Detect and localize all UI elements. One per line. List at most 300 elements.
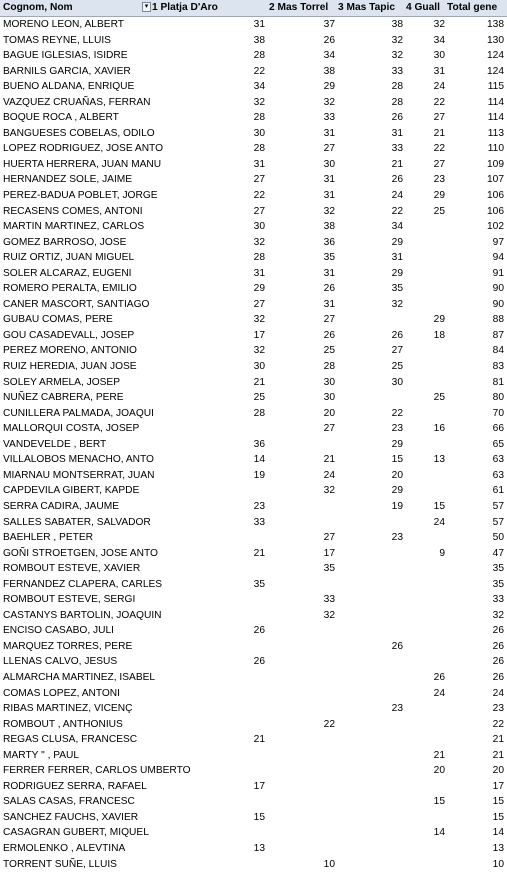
name-cell[interactable]: SALLES SABATER, SALVADOR — [3, 516, 151, 528]
total-cell[interactable]: 26 — [492, 656, 504, 668]
col-1-cell[interactable]: 28 — [253, 252, 265, 264]
col-4-cell[interactable] — [404, 779, 446, 795]
col-2-cell[interactable]: 31 — [323, 267, 335, 279]
col-2-cell[interactable] — [266, 748, 336, 764]
col-2-cell[interactable]: 26 — [323, 329, 335, 341]
col-4-cell[interactable]: 15 — [433, 500, 445, 512]
col-1-cell[interactable]: 35 — [253, 578, 265, 590]
name-cell[interactable]: HERNANDEZ SOLE, JAIME — [3, 174, 133, 186]
col-3-cell[interactable]: 23 — [391, 703, 403, 715]
table-row[interactable] — [0, 204, 507, 220]
table-row[interactable] — [0, 825, 507, 841]
col-1-cell[interactable]: 30 — [253, 221, 265, 233]
col-2-cell[interactable]: 27 — [323, 143, 335, 155]
table-row[interactable] — [0, 48, 507, 64]
col-3-cell[interactable]: 34 — [391, 221, 403, 233]
col-2-cell[interactable]: 26 — [323, 283, 335, 295]
col-4-cell[interactable] — [404, 530, 446, 546]
col-3-cell[interactable] — [336, 810, 404, 826]
col-1-cell[interactable]: 22 — [253, 190, 265, 202]
name-cell[interactable]: BAGUE IGLESIAS, ISIDRE — [3, 50, 128, 62]
name-cell[interactable]: CASTANYS BARTOLIN, JOAQUIN — [3, 609, 162, 621]
col-3-cell[interactable]: 24 — [391, 190, 403, 202]
col-2-cell[interactable] — [266, 654, 336, 670]
col-3-cell[interactable]: 23 — [391, 532, 403, 544]
col-2-cell[interactable]: 29 — [323, 81, 335, 93]
table-row[interactable] — [0, 79, 507, 95]
col-4-cell[interactable]: 29 — [433, 190, 445, 202]
col-2-cell[interactable]: 27 — [323, 314, 335, 326]
col-1-cell[interactable]: 29 — [253, 283, 265, 295]
name-cell[interactable]: CANER MASCORT, SANTIAGO — [3, 298, 150, 310]
col-4-cell[interactable]: 13 — [433, 454, 445, 466]
table-row[interactable] — [0, 794, 507, 810]
col-1-cell[interactable] — [152, 530, 266, 546]
table-row[interactable] — [0, 390, 507, 406]
col-4-cell[interactable] — [404, 577, 446, 593]
total-cell[interactable]: 35 — [492, 563, 504, 575]
col-1-cell[interactable]: 33 — [253, 516, 265, 528]
col-4-cell[interactable]: 30 — [433, 50, 445, 62]
col-3-cell[interactable] — [336, 654, 404, 670]
col-1-cell[interactable]: 28 — [253, 407, 265, 419]
col-1-cell[interactable]: 32 — [253, 314, 265, 326]
col-2-cell[interactable]: 24 — [323, 469, 335, 481]
col-1-cell[interactable]: 28 — [253, 112, 265, 124]
total-cell[interactable]: 107 — [487, 174, 504, 186]
col-2-cell[interactable]: 32 — [323, 609, 335, 621]
name-cell[interactable]: BAEHLER , PETER — [3, 532, 94, 544]
col-2-cell[interactable]: 30 — [323, 376, 335, 388]
col-1-cell[interactable] — [152, 763, 266, 779]
name-cell[interactable]: ERMOLENKO , ALEVTINA — [3, 842, 126, 854]
col-2-cell[interactable] — [266, 794, 336, 810]
table-row[interactable] — [0, 359, 507, 375]
col-3-cell[interactable]: 26 — [391, 174, 403, 186]
header-col-3[interactable]: 3 Mas Tapic — [338, 2, 395, 13]
col-3-cell[interactable]: 20 — [391, 469, 403, 481]
col-2-cell[interactable]: 31 — [323, 298, 335, 310]
total-cell[interactable]: 23 — [492, 703, 504, 715]
col-2-cell[interactable]: 35 — [323, 563, 335, 575]
col-4-cell[interactable]: 24 — [433, 687, 445, 699]
name-cell[interactable]: VAZQUEZ CRUAÑAS, FERRAN — [3, 96, 151, 108]
col-4-cell[interactable] — [404, 235, 446, 251]
name-cell[interactable]: FERNANDEZ CLAPERA, CARLES — [3, 578, 163, 590]
col-4-cell[interactable]: 25 — [433, 205, 445, 217]
col-4-cell[interactable]: 18 — [433, 329, 445, 341]
total-cell[interactable]: 90 — [492, 298, 504, 310]
total-cell[interactable]: 113 — [487, 127, 504, 139]
table-row[interactable] — [0, 64, 507, 80]
col-1-cell[interactable]: 21 — [253, 376, 265, 388]
name-cell[interactable]: PEREZ-BADUA POBLET, JORGE — [3, 190, 158, 202]
header-name[interactable]: Cognom, Nom — [3, 2, 73, 13]
col-4-cell[interactable] — [404, 592, 446, 608]
total-cell[interactable]: 115 — [487, 81, 504, 93]
name-cell[interactable]: CASAGRAN GUBERT, MIQUEL — [3, 827, 149, 839]
col-2-cell[interactable]: 21 — [323, 454, 335, 466]
col-4-cell[interactable] — [404, 281, 446, 297]
col-2-cell[interactable]: 20 — [323, 407, 335, 419]
total-cell[interactable]: 26 — [492, 671, 504, 683]
table-row[interactable] — [0, 328, 507, 344]
name-cell[interactable]: VANDEVELDE , BERT — [3, 438, 107, 450]
col-4-cell[interactable]: 27 — [433, 158, 445, 170]
col-3-cell[interactable] — [336, 577, 404, 593]
col-3-cell[interactable] — [336, 841, 404, 857]
col-3-cell[interactable]: 26 — [391, 329, 403, 341]
col-3-cell[interactable]: 23 — [391, 423, 403, 435]
total-cell[interactable]: 35 — [492, 578, 504, 590]
name-cell[interactable]: GOU CASADEVALL, JOSEP — [3, 329, 135, 341]
col-3-cell[interactable] — [336, 312, 404, 328]
col-2-cell[interactable]: 30 — [323, 158, 335, 170]
col-1-cell[interactable]: 17 — [253, 780, 265, 792]
col-1-cell[interactable]: 14 — [253, 454, 265, 466]
col-2-cell[interactable]: 30 — [323, 392, 335, 404]
name-cell[interactable]: CUNILLERA PALMADA, JOAQUI — [3, 407, 154, 419]
col-4-cell[interactable]: 34 — [433, 34, 445, 46]
col-3-cell[interactable]: 38 — [391, 19, 403, 30]
header-total[interactable]: Total gene — [447, 2, 498, 13]
col-1-cell[interactable] — [152, 794, 266, 810]
col-2-cell[interactable]: 25 — [323, 345, 335, 357]
table-row[interactable] — [0, 810, 507, 826]
col-2-cell[interactable] — [266, 779, 336, 795]
header-col-4[interactable]: 4 Guall — [406, 2, 440, 13]
table-row[interactable] — [0, 763, 507, 779]
table-row[interactable] — [0, 717, 507, 733]
total-cell[interactable]: 88 — [492, 314, 504, 326]
table-row[interactable] — [0, 530, 507, 546]
col-1-cell[interactable]: 30 — [253, 127, 265, 139]
col-4-cell[interactable] — [404, 561, 446, 577]
col-1-cell[interactable]: 21 — [253, 734, 265, 746]
col-4-cell[interactable]: 24 — [433, 81, 445, 93]
col-1-cell[interactable]: 31 — [253, 19, 265, 30]
table-row[interactable] — [0, 779, 507, 795]
col-3-cell[interactable] — [336, 686, 404, 702]
col-1-cell[interactable]: 23 — [253, 500, 265, 512]
table-row[interactable] — [0, 406, 507, 422]
name-cell[interactable]: TOMAS REYNE, LLUIS — [3, 34, 111, 46]
total-cell[interactable]: 110 — [487, 143, 504, 155]
col-2-cell[interactable]: 38 — [323, 65, 335, 77]
col-2-cell[interactable] — [266, 701, 336, 717]
total-cell[interactable]: 33 — [492, 594, 504, 606]
name-cell[interactable]: CAPDEVILA GIBERT, KAPDE — [3, 485, 140, 497]
col-2-cell[interactable]: 28 — [323, 361, 335, 373]
col-2-cell[interactable] — [266, 577, 336, 593]
col-3-cell[interactable] — [336, 732, 404, 748]
name-cell[interactable]: NUÑEZ CABRERA, PERE — [3, 392, 124, 404]
col-4-cell[interactable]: 20 — [433, 765, 445, 777]
name-cell[interactable]: MARTY " , PAUL — [3, 749, 80, 761]
col-4-cell[interactable]: 14 — [433, 827, 445, 839]
col-3-cell[interactable]: 19 — [391, 500, 403, 512]
col-1-cell[interactable]: 17 — [253, 329, 265, 341]
total-cell[interactable]: 61 — [492, 485, 504, 497]
col-2-cell[interactable]: 26 — [323, 34, 335, 46]
col-4-cell[interactable]: 25 — [433, 392, 445, 404]
total-cell[interactable]: 114 — [487, 112, 504, 124]
table-row[interactable] — [0, 732, 507, 748]
name-cell[interactable]: MALLORQUI COSTA, JOSEP — [3, 423, 140, 435]
col-3-cell[interactable]: 21 — [391, 158, 403, 170]
col-3-cell[interactable] — [336, 748, 404, 764]
col-3-cell[interactable] — [336, 608, 404, 624]
total-cell[interactable]: 20 — [492, 765, 504, 777]
name-cell[interactable]: SOLEY ARMELA, JOSEP — [3, 376, 121, 388]
col-2-cell[interactable]: 32 — [323, 485, 335, 497]
col-4-cell[interactable]: 32 — [433, 19, 445, 30]
col-1-cell[interactable]: 31 — [253, 267, 265, 279]
col-2-cell[interactable]: 35 — [323, 252, 335, 264]
table-row[interactable] — [0, 577, 507, 593]
table-row[interactable] — [0, 515, 507, 531]
col-4-cell[interactable]: 22 — [433, 143, 445, 155]
col-1-cell[interactable] — [152, 561, 266, 577]
table-row[interactable] — [0, 172, 507, 188]
col-2-cell[interactable] — [266, 670, 336, 686]
col-2-cell[interactable]: 22 — [323, 718, 335, 730]
total-cell[interactable]: 80 — [492, 392, 504, 404]
col-2-cell[interactable]: 37 — [323, 19, 335, 30]
col-4-cell[interactable] — [404, 654, 446, 670]
col-3-cell[interactable]: 27 — [391, 345, 403, 357]
col-1-cell[interactable]: 32 — [253, 96, 265, 108]
table-row[interactable] — [0, 297, 507, 313]
table-row[interactable] — [0, 157, 507, 173]
col-4-cell[interactable]: 15 — [433, 796, 445, 808]
col-1-cell[interactable]: 15 — [253, 811, 265, 823]
col-2-cell[interactable] — [266, 763, 336, 779]
table-row[interactable] — [0, 748, 507, 764]
name-cell[interactable]: BUENO ALDANA, ENRIQUE — [3, 81, 135, 93]
total-cell[interactable]: 15 — [492, 796, 504, 808]
name-cell[interactable]: COMAS LOPEZ, ANTONI — [3, 687, 120, 699]
table-row[interactable] — [0, 546, 507, 562]
col-4-cell[interactable]: 9 — [439, 547, 445, 559]
table-row[interactable] — [0, 188, 507, 204]
col-1-cell[interactable]: 25 — [253, 392, 265, 404]
col-3-cell[interactable]: 29 — [391, 485, 403, 497]
table-row[interactable] — [0, 235, 507, 251]
col-3-cell[interactable]: 26 — [391, 112, 403, 124]
col-4-cell[interactable]: 23 — [433, 174, 445, 186]
total-cell[interactable]: 24 — [492, 687, 504, 699]
table-row[interactable] — [0, 219, 507, 235]
name-cell[interactable]: VILLALOBOS MENACHO, ANTO — [3, 454, 154, 466]
col-4-cell[interactable] — [404, 375, 446, 391]
table-row[interactable] — [0, 141, 507, 157]
col-1-cell[interactable]: 36 — [253, 438, 265, 450]
name-cell[interactable]: GOMEZ BARROSO, JOSE — [3, 236, 127, 248]
name-cell[interactable]: SALAS CASAS, FRANCESC — [3, 796, 135, 808]
name-cell[interactable]: LOPEZ RODRIGUEZ, JOSE ANTO — [3, 143, 164, 155]
col-1-cell[interactable]: 26 — [253, 656, 265, 668]
table-row[interactable] — [0, 483, 507, 499]
name-cell[interactable]: ROMERO PERALTA, EMILIO — [3, 283, 137, 295]
total-cell[interactable]: 65 — [492, 438, 504, 450]
col-2-cell[interactable] — [266, 825, 336, 841]
total-cell[interactable]: 106 — [487, 205, 504, 217]
total-cell[interactable]: 81 — [492, 376, 504, 388]
col-3-cell[interactable] — [336, 515, 404, 531]
col-3-cell[interactable]: 22 — [391, 205, 403, 217]
col-1-cell[interactable]: 19 — [253, 469, 265, 481]
total-cell[interactable]: 124 — [487, 65, 504, 77]
col-2-cell[interactable]: 32 — [323, 96, 335, 108]
total-cell[interactable]: 47 — [492, 547, 504, 559]
col-1-cell[interactable]: 13 — [253, 842, 265, 854]
total-cell[interactable]: 21 — [492, 734, 504, 746]
name-cell[interactable]: TORRENT SUÑE, LLUIS — [3, 858, 117, 870]
col-3-cell[interactable]: 29 — [391, 267, 403, 279]
col-2-cell[interactable] — [266, 437, 336, 453]
name-cell[interactable]: ROMBOUT ESTEVE, SERGI — [3, 594, 136, 606]
table-row[interactable] — [0, 17, 507, 33]
col-2-cell[interactable]: 27 — [323, 532, 335, 544]
col-3-cell[interactable]: 30 — [391, 376, 403, 388]
table-row[interactable] — [0, 312, 507, 328]
col-2-cell[interactable] — [266, 499, 336, 515]
col-1-cell[interactable]: 21 — [253, 547, 265, 559]
table-row[interactable] — [0, 281, 507, 297]
col-1-cell[interactable]: 26 — [253, 625, 265, 637]
col-4-cell[interactable] — [404, 701, 446, 717]
col-1-cell[interactable] — [152, 825, 266, 841]
name-cell[interactable]: BANGUESES COBELAS, ODILO — [3, 127, 155, 139]
col-4-cell[interactable]: 27 — [433, 112, 445, 124]
name-cell[interactable]: RECASENS COMES, ANTONI — [3, 205, 143, 217]
table-row[interactable] — [0, 95, 507, 111]
col-2-cell[interactable] — [266, 639, 336, 655]
col-3-cell[interactable] — [336, 763, 404, 779]
col-2-cell[interactable] — [266, 732, 336, 748]
col-1-cell[interactable] — [152, 857, 266, 872]
col-2-cell[interactable]: 17 — [323, 547, 335, 559]
col-2-cell[interactable]: 38 — [323, 221, 335, 233]
col-3-cell[interactable] — [336, 794, 404, 810]
name-cell[interactable]: ALMARCHA MARTINEZ, ISABEL — [3, 671, 156, 683]
col-4-cell[interactable] — [404, 359, 446, 375]
col-2-cell[interactable] — [266, 623, 336, 639]
col-2-cell[interactable]: 27 — [323, 423, 335, 435]
col-4-cell[interactable] — [404, 732, 446, 748]
name-cell[interactable]: SERRA CADIRA, JAUME — [3, 500, 120, 512]
total-cell[interactable]: 10 — [492, 858, 504, 870]
table-row[interactable] — [0, 452, 507, 468]
table-row[interactable] — [0, 654, 507, 670]
col-2-cell[interactable]: 31 — [323, 174, 335, 186]
col-2-cell[interactable]: 33 — [323, 112, 335, 124]
total-cell[interactable]: 90 — [492, 283, 504, 295]
col-4-cell[interactable]: 24 — [433, 516, 445, 528]
name-cell[interactable]: GOÑI STROETGEN, JOSE ANTO — [3, 547, 158, 559]
col-1-cell[interactable]: 32 — [253, 236, 265, 248]
table-row[interactable] — [0, 701, 507, 717]
total-cell[interactable]: 32 — [492, 609, 504, 621]
total-cell[interactable]: 57 — [492, 500, 504, 512]
col-4-cell[interactable] — [404, 468, 446, 484]
col-3-cell[interactable]: 29 — [391, 236, 403, 248]
col-1-cell[interactable]: 27 — [253, 298, 265, 310]
name-cell[interactable]: MARTIN MARTINEZ, CARLOS — [3, 221, 145, 233]
name-cell[interactable]: RUIZ HEREDIA, JUAN JOSE — [3, 361, 137, 373]
col-1-cell[interactable]: 32 — [253, 345, 265, 357]
col-3-cell[interactable] — [336, 592, 404, 608]
col-3-cell[interactable] — [336, 623, 404, 639]
total-cell[interactable]: 124 — [487, 50, 504, 62]
col-4-cell[interactable] — [404, 810, 446, 826]
col-4-cell[interactable] — [404, 483, 446, 499]
col-1-cell[interactable]: 31 — [253, 158, 265, 170]
col-4-cell[interactable] — [404, 297, 446, 313]
total-cell[interactable]: 130 — [487, 34, 504, 46]
name-cell[interactable]: RIBAS MARTINEZ, VICENÇ — [3, 703, 133, 715]
col-4-cell[interactable] — [404, 857, 446, 872]
col-4-cell[interactable] — [404, 841, 446, 857]
table-row[interactable] — [0, 639, 507, 655]
total-cell[interactable]: 66 — [492, 423, 504, 435]
total-cell[interactable]: 14 — [492, 827, 504, 839]
col-1-cell[interactable] — [152, 748, 266, 764]
total-cell[interactable]: 109 — [487, 158, 504, 170]
name-cell[interactable]: ENCISO CASABO, JULI — [3, 625, 114, 637]
total-cell[interactable]: 87 — [492, 329, 504, 341]
col-1-cell[interactable]: 30 — [253, 361, 265, 373]
total-cell[interactable]: 63 — [492, 454, 504, 466]
col-2-cell[interactable]: 10 — [323, 858, 335, 870]
header-col-1[interactable]: 1 Platja D'Aro — [152, 2, 218, 13]
table-row[interactable] — [0, 608, 507, 624]
name-cell[interactable]: FERRER FERRER, CARLOS UMBERTO — [3, 765, 191, 777]
name-cell[interactable]: HUERTA HERRERA, JUAN MANU — [3, 158, 162, 170]
col-3-cell[interactable] — [336, 825, 404, 841]
col-4-cell[interactable]: 21 — [433, 127, 445, 139]
col-2-cell[interactable] — [266, 515, 336, 531]
total-cell[interactable]: 26 — [492, 640, 504, 652]
total-cell[interactable]: 13 — [492, 842, 504, 854]
name-cell[interactable]: RODRIGUEZ SERRA, RAFAEL — [3, 780, 147, 792]
filter-dropdown-icon[interactable]: ▾ — [142, 2, 151, 12]
col-3-cell[interactable] — [336, 546, 404, 562]
name-cell[interactable]: ROMBOUT , ANTHONIUS — [3, 718, 123, 730]
col-3-cell[interactable]: 33 — [391, 65, 403, 77]
col-1-cell[interactable] — [152, 701, 266, 717]
col-2-cell[interactable]: 33 — [323, 594, 335, 606]
col-3-cell[interactable]: 26 — [391, 640, 403, 652]
name-cell[interactable]: LLENAS CALVO, JESUS — [3, 656, 118, 668]
col-1-cell[interactable]: 27 — [253, 174, 265, 186]
name-cell[interactable]: GUBAU COMAS, PERE — [3, 314, 113, 326]
col-4-cell[interactable]: 21 — [433, 749, 445, 761]
col-3-cell[interactable] — [336, 779, 404, 795]
col-1-cell[interactable]: 28 — [253, 143, 265, 155]
name-cell[interactable]: SOLER ALCARAZ, EUGENI — [3, 267, 132, 279]
col-3-cell[interactable]: 33 — [391, 143, 403, 155]
col-3-cell[interactable] — [336, 717, 404, 733]
col-1-cell[interactable] — [152, 592, 266, 608]
col-1-cell[interactable] — [152, 421, 266, 437]
total-cell[interactable]: 70 — [492, 407, 504, 419]
col-3-cell[interactable]: 31 — [391, 127, 403, 139]
total-cell[interactable]: 102 — [487, 221, 504, 233]
total-cell[interactable]: 21 — [492, 749, 504, 761]
name-cell[interactable]: RUIZ ORTIZ, JUAN MIGUEL — [3, 252, 135, 264]
